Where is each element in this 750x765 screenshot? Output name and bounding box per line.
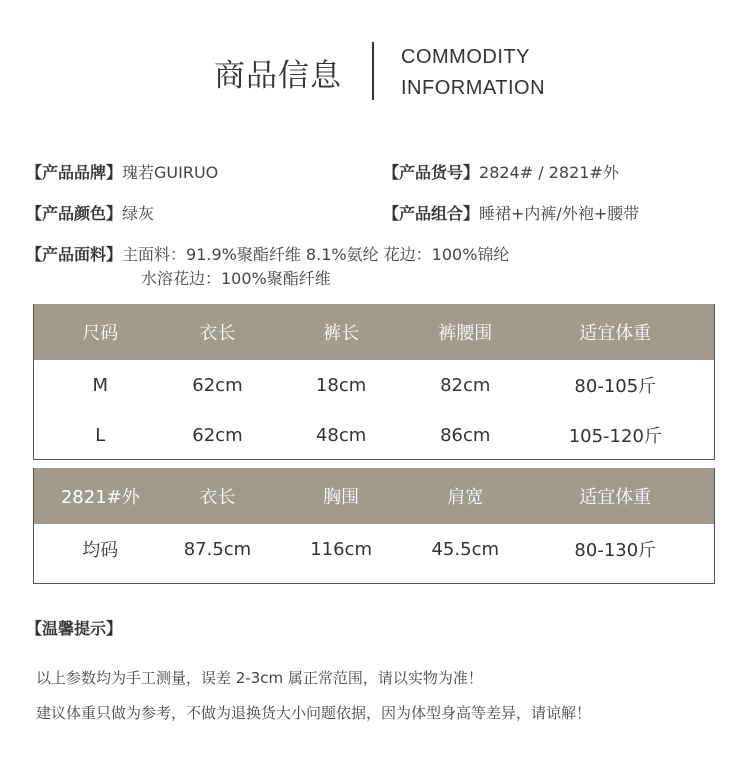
color-label: 【产品颜色】 [26,204,123,223]
table-cell: 62cm [192,424,243,446]
table-row [34,410,714,460]
header-cell: 胸围 [323,487,360,508]
table-cell: M [92,374,109,396]
tip-line-2: 建议体重只做为参考，不做为退换货大小问题依据，因为体型身高等差异，请谅解！ [36,704,592,722]
combo-label: 【产品组合】 [383,204,480,223]
table-row [34,524,714,574]
table-cell: 均码 [82,540,119,561]
header-cell: 裤长 [323,323,360,344]
info-item-no [383,160,619,183]
table-cell: L [95,424,106,446]
page-title-english [401,42,545,104]
combo-value: 睡裙+内裤/外袍+腰带 [479,204,640,223]
brand-value: 瑰若GUIRUO [122,163,219,182]
info-color [26,201,154,224]
title-divider [372,42,374,100]
header-cell: 肩宽 [447,487,484,508]
fabric-value-line2: 水溶花边：100%聚酯纤维 [141,269,331,288]
fabric-label: 【产品面料】 [26,245,123,264]
item-no-value: 2824# / 2821#外 [479,163,619,182]
table-cell: 18cm [315,374,367,396]
header-cell: 2821#外 [60,487,140,508]
robe-size-table [33,468,715,584]
table-cell: 45.5cm [431,538,499,560]
size-table [33,304,715,460]
brand-label: 【产品品牌】 [26,163,123,182]
fabric-value-line1: 主面料：91.9%聚酯纤维 8.1%氨纶 花边：100%锦纶 [122,245,510,264]
title-en-line1: COMMODITY [401,46,530,68]
size-table-header [34,304,714,360]
table-cell: 82cm [440,374,491,396]
table-cell: 80-105斤 [574,376,657,397]
header-cell: 衣长 [199,323,236,344]
page-header [0,38,750,108]
table-cell: 62cm [192,374,243,396]
color-value: 绿灰 [122,204,155,223]
tip-line-1: 以上参数均为手工测量，误差 2-3cm 属正常范围，请以实物为准！ [36,669,483,687]
header-cell: 衣长 [199,487,236,508]
table-cell: 48cm [315,424,367,446]
info-fabric [26,242,509,265]
header-cell: 尺码 [82,323,119,344]
table-cell: 105-120斤 [568,426,662,447]
title-en-line2: INFORMATION [401,77,546,99]
tips-title: 【温馨提示】 [26,619,123,638]
table-cell: 87.5cm [183,538,252,560]
page-title: 商品信息 [214,58,342,94]
header-cell: 适宜体重 [579,323,652,344]
table-cell: 80-130斤 [574,540,657,561]
table-cell: 116cm [310,538,372,560]
table-row [34,360,714,410]
table-cell: 86cm [440,424,491,446]
header-cell: 裤腰围 [438,323,493,344]
robe-table-header [34,468,714,524]
header-cell: 适宜体重 [579,487,652,508]
info-combo [383,201,639,224]
info-brand [26,160,218,183]
item-no-label: 【产品货号】 [383,163,480,182]
